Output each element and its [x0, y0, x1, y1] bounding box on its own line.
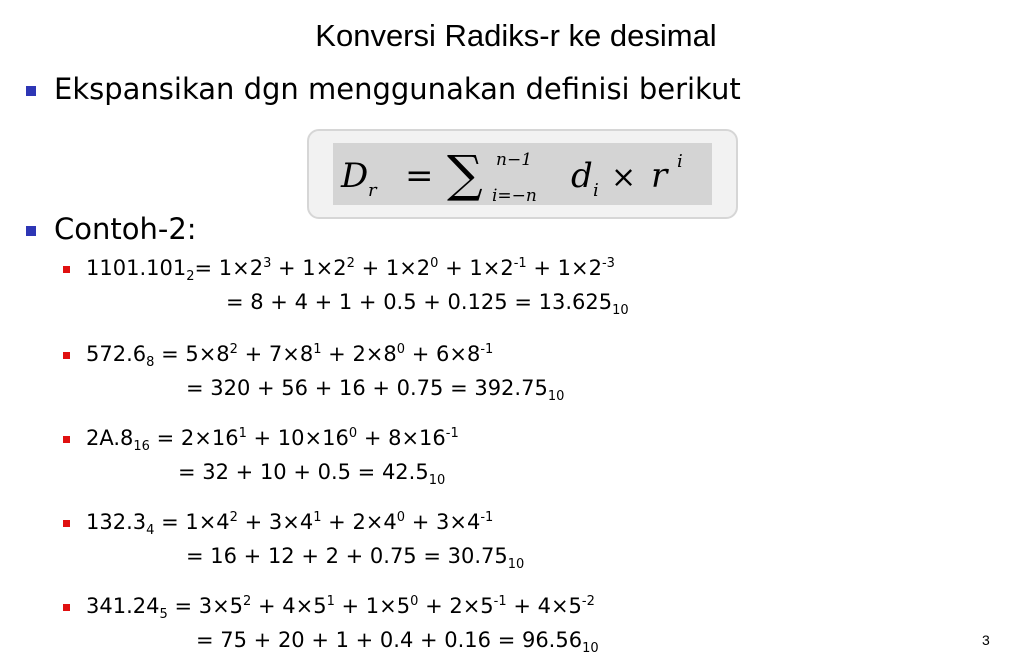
formula-panel [333, 143, 712, 205]
example-radix: 8 [146, 355, 155, 370]
example-expansion-line [86, 256, 615, 284]
example-radix: 16 [133, 439, 150, 454]
expansion-exponent: 3 [263, 256, 272, 271]
example-result-line [178, 460, 446, 488]
expansion-term: + 1×2 [271, 256, 347, 280]
expansion-term: + 6×8 [405, 342, 481, 366]
expansion-exponent: 0 [430, 256, 439, 271]
bullet-square-icon [26, 226, 36, 236]
expansion-term: + 2×5 [418, 594, 494, 618]
example-result-line [186, 376, 565, 404]
expansion-exponent: 2 [229, 510, 238, 525]
expansion-exponent: 1 [326, 594, 335, 609]
expansion-term: + 1×2 [526, 256, 602, 280]
formula-equation [333, 143, 712, 205]
expansion-exponent: 0 [348, 426, 358, 441]
bullet-square-icon [26, 86, 36, 96]
example-number: 1101.101 [86, 256, 187, 280]
example-number: 341.24 [86, 594, 160, 618]
bullet-definition-text: Ekspansikan dgn menggunakan definisi berikut [54, 72, 741, 106]
example-radix: 2 [186, 269, 195, 284]
example-radix: 5 [159, 607, 168, 622]
expansion-term: = 1×4 [154, 510, 230, 534]
bullet-square-red-icon [63, 352, 70, 359]
result-radix: 10 [547, 389, 565, 404]
result-radix: 10 [428, 473, 446, 488]
example-radix: 4 [146, 523, 155, 538]
example-expansion-line [86, 594, 595, 622]
expansion-term: + 7×8 [237, 342, 314, 366]
result-expression: = 75 + 20 + 1 + 0.4 + 0.16 = 96.56 [196, 628, 583, 652]
result-expression: = 32 + 10 + 0.5 = 42.5 [178, 460, 429, 484]
formula-sum: ∑ [447, 145, 483, 203]
expansion-exponent: 1 [313, 342, 322, 357]
expansion-term: = 2×16 [149, 426, 239, 450]
bullet-square-red-icon [63, 266, 70, 273]
result-radix: 10 [612, 303, 629, 318]
bullet-square-red-icon [63, 436, 70, 443]
expansion-term: = 1×2 [194, 256, 264, 280]
expansion-exponent: 0 [396, 510, 406, 525]
expansion-exponent: 1 [238, 426, 247, 441]
bullet-square-red-icon [63, 604, 70, 611]
page-number: 3 [982, 632, 990, 648]
expansion-exponent: 1 [313, 510, 322, 525]
expansion-exponent: 2 [243, 594, 252, 609]
example-result-line [186, 544, 525, 572]
bullet-square-red-icon [63, 520, 70, 527]
example-expansion-line [86, 510, 494, 538]
expansion-term: + 3×4 [405, 510, 481, 534]
expansion-term: = 3×5 [167, 594, 244, 618]
formula-times: × [611, 160, 637, 195]
result-expression: = 16 + 12 + 2 + 0.75 = 30.75 [186, 544, 508, 568]
formula-lower-limit: i=−n [492, 186, 537, 205]
expansion-term: + 2×8 [321, 342, 397, 366]
expansion-exponent: -1 [513, 256, 527, 271]
formula-equals: = [405, 156, 434, 196]
result-radix: 10 [582, 641, 599, 656]
expansion-term: = 5×8 [154, 342, 230, 366]
expansion-term: + 10×16 [246, 426, 349, 450]
example-expansion-line [86, 426, 459, 454]
expansion-exponent: -3 [601, 256, 615, 271]
formula-r-sup: i [677, 151, 683, 172]
formula-d: d [571, 156, 593, 196]
expansion-term: + 1×2 [354, 256, 431, 280]
example-number: 132.3 [86, 510, 147, 534]
expansion-exponent: -1 [445, 426, 459, 441]
example-number: 2A.8 [86, 426, 134, 450]
expansion-term: + 1×5 [334, 594, 411, 618]
result-radix: 10 [507, 557, 525, 572]
expansion-exponent: 2 [229, 342, 238, 357]
expansion-term: + 8×16 [357, 426, 446, 450]
formula-lhs: D [341, 156, 369, 196]
example-result-line [226, 290, 629, 318]
slide-title: Konversi Radiks-r ke desimal [315, 18, 717, 53]
expansion-exponent: 0 [396, 342, 406, 357]
bullet-examples-text: Contoh-2: [54, 212, 197, 246]
expansion-exponent: -2 [581, 594, 595, 609]
formula-r: r [651, 156, 668, 196]
expansion-term: + 4×5 [506, 594, 582, 618]
expansion-term: + 1×2 [438, 256, 514, 280]
expansion-exponent: 0 [410, 594, 419, 609]
example-number: 572.6 [86, 342, 147, 366]
example-result-line [196, 628, 599, 656]
formula-upper-limit: n−1 [496, 150, 533, 170]
expansion-exponent: -1 [480, 342, 494, 357]
expansion-exponent: -1 [480, 510, 494, 525]
formula-d-sub: i [593, 180, 599, 201]
expansion-exponent: 2 [346, 256, 355, 271]
formula-box [307, 129, 738, 219]
formula-lhs-sub: r [368, 180, 377, 201]
expansion-term: + 3×4 [237, 510, 314, 534]
result-expression: = 8 + 4 + 1 + 0.5 + 0.125 = 13.625 [226, 290, 613, 314]
expansion-exponent: -1 [493, 594, 507, 609]
expansion-term: + 2×4 [321, 510, 397, 534]
example-expansion-line [86, 342, 494, 370]
result-expression: = 320 + 56 + 16 + 0.75 = 392.75 [186, 376, 548, 400]
expansion-term: + 4×5 [251, 594, 327, 618]
